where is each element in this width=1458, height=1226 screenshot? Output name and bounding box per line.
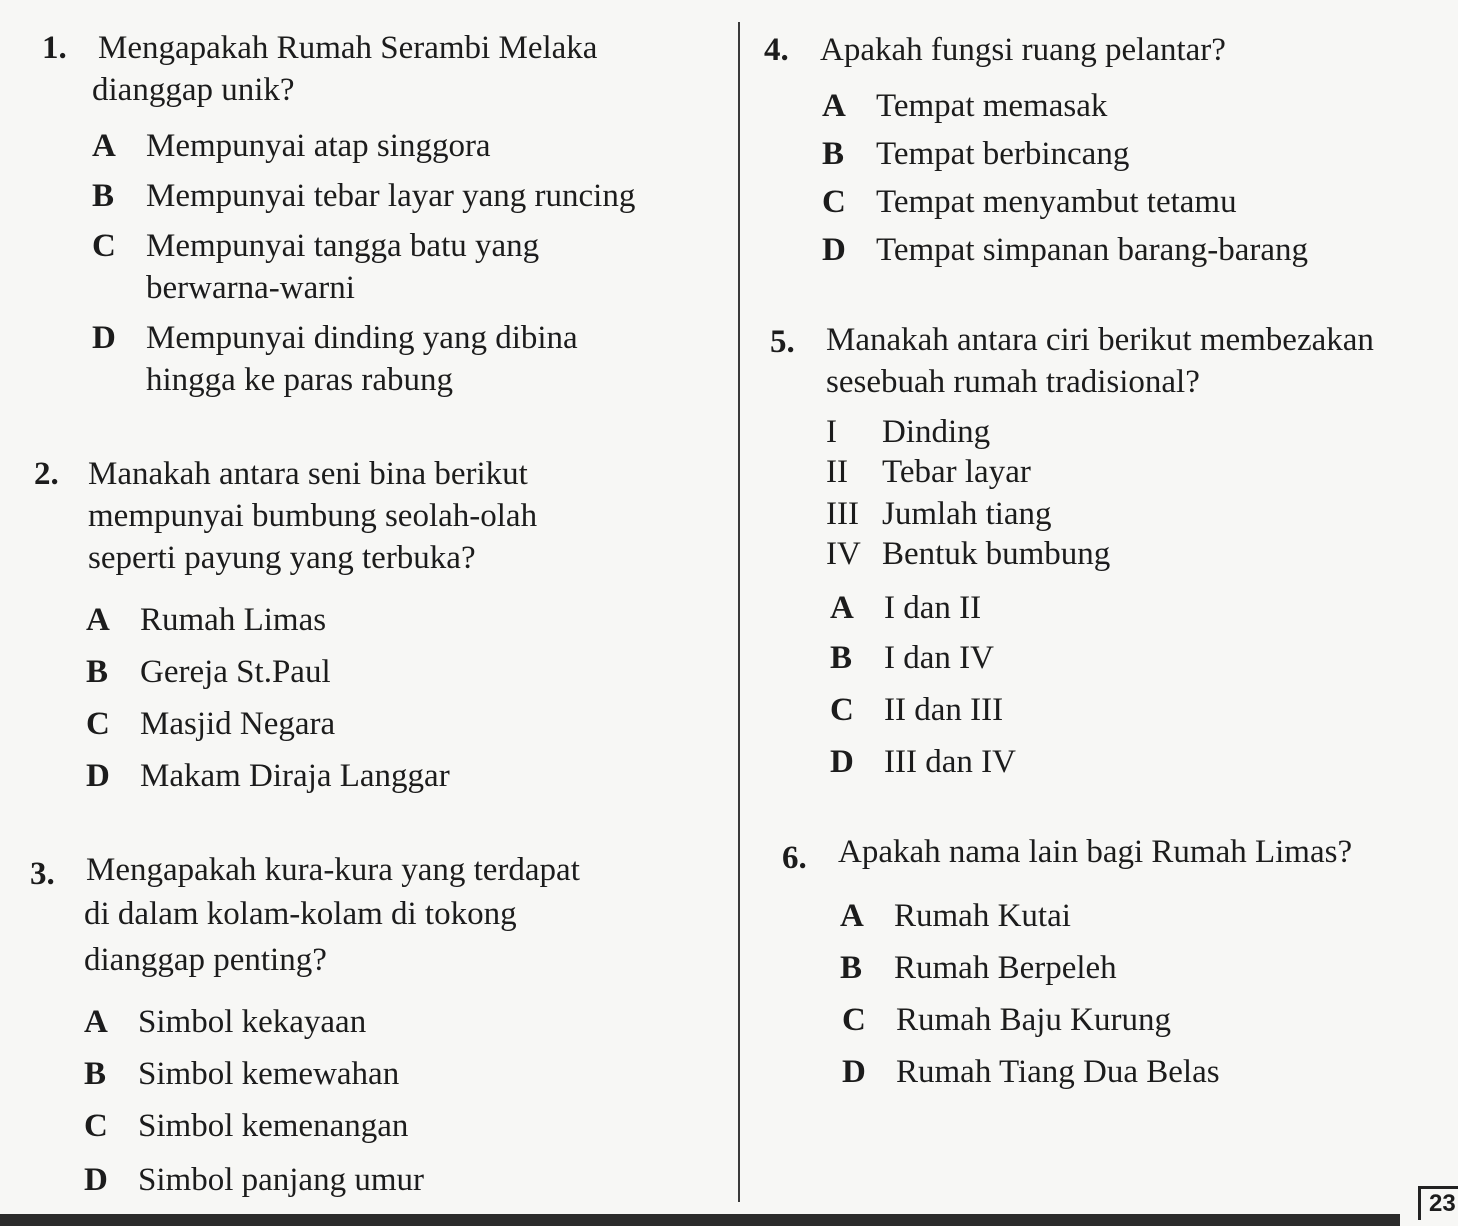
option-text: Rumah Kutai [894,898,1071,934]
option-text: Makam Diraja Langgar [140,758,450,794]
option-letter: C [86,706,110,742]
option-c[interactable] [822,184,1237,221]
option-d[interactable] [92,320,578,357]
statement-iii [826,496,1052,533]
option-text-continued: berwarna-warni [146,270,355,306]
option-text: Rumah Baju Kurung [896,1002,1171,1038]
option-text: Tempat menyambut tetamu [876,184,1237,220]
option-b[interactable] [86,654,331,691]
question-text: Manakah antara ciri berikut membezakan [826,322,1374,358]
option-c[interactable] [84,1108,408,1145]
option-c[interactable] [842,1002,1171,1039]
statement-iv [826,536,1110,573]
option-b[interactable] [840,950,1117,987]
statement-numeral: I [826,414,837,450]
statement-numeral: III [826,496,859,532]
option-text: Mempunyai dinding yang dibina [146,320,578,356]
statement-ii [826,454,1031,491]
question-text: dianggap unik? [92,72,295,108]
statement-i [826,414,990,451]
statement-text: Dinding [882,414,991,450]
column-divider [738,22,740,1202]
option-letter: D [92,320,116,356]
statement-numeral: IV [826,536,861,572]
option-letter: A [86,602,110,638]
option-c[interactable] [92,228,539,265]
option-letter: D [822,232,846,268]
option-a[interactable] [822,88,1107,125]
option-c[interactable] [830,692,1003,729]
option-letter: D [84,1162,108,1198]
option-b[interactable] [84,1056,399,1093]
option-letter: D [830,744,854,780]
option-text: II dan III [884,692,1004,728]
option-text: Simbol kemewahan [138,1056,400,1092]
option-text-continued: hingga ke paras rabung [146,362,453,398]
question-number: 6. [782,840,807,876]
option-d[interactable] [86,758,450,795]
option-b[interactable] [92,178,635,215]
option-letter: A [92,128,116,164]
option-text: Simbol kemenangan [138,1108,409,1144]
question-text: sesebuah rumah tradisional? [826,364,1200,400]
statement-numeral: II [826,454,848,490]
option-text: Rumah Limas [140,602,327,638]
option-d[interactable] [84,1162,424,1199]
option-letter: B [84,1056,107,1092]
question-text: di dalam kolam-kolam di tokong [84,896,517,932]
option-letter: C [822,184,846,220]
option-letter: B [92,178,115,214]
question-number: 3. [30,856,55,892]
option-letter: A [840,898,864,934]
option-letter: B [822,136,845,172]
option-letter: C [830,692,854,728]
option-letter: B [840,950,863,986]
question-number: 2. [34,456,59,492]
question-number: 1. [42,30,67,66]
question-text: mempunyai bumbung seolah-olah [88,498,538,534]
option-text: Tempat memasak [876,88,1108,124]
question-text: Mengapakah kura-kura yang terdapat [86,852,580,888]
option-text: Mempunyai tangga batu yang [146,228,540,264]
option-a[interactable] [840,898,1071,935]
option-text: Simbol panjang umur [138,1162,424,1198]
page-number: 23 [1418,1186,1458,1220]
question-text: Apakah fungsi ruang pelantar? [820,32,1226,68]
option-text: Gereja St.Paul [140,654,331,690]
option-text: I dan II [884,590,982,626]
question-number: 4. [764,32,789,68]
option-a[interactable] [86,602,326,639]
option-text: Mempunyai tebar layar yang runcing [146,178,636,214]
option-letter: A [84,1004,108,1040]
option-letter: D [842,1054,866,1090]
option-text: Tempat simpanan barang-barang [876,232,1309,268]
option-letter: A [822,88,846,124]
question-text: Mengapakah Rumah Serambi Melaka [98,30,598,66]
option-letter: B [830,640,853,676]
option-text: I dan IV [884,640,994,676]
statement-text: Jumlah tiang [882,496,1052,532]
option-a[interactable] [92,128,491,165]
question-text: Apakah nama lain bagi Rumah Limas? [838,834,1353,870]
option-letter: D [86,758,110,794]
page-bottom-edge [0,1214,1400,1226]
question-text: seperti payung yang terbuka? [88,540,476,576]
option-d[interactable] [822,232,1308,269]
option-text: Tempat berbincang [876,136,1130,172]
statement-text: Bentuk bumbung [882,536,1111,572]
statement-text: Tebar layar [882,454,1031,490]
option-letter: C [842,1002,866,1038]
question-number: 5. [770,324,795,360]
option-text: Simbol kekayaan [138,1004,367,1040]
option-letter: C [84,1108,108,1144]
option-a[interactable] [84,1004,366,1041]
option-text: Rumah Berpeleh [894,950,1117,986]
option-b[interactable] [822,136,1129,173]
option-letter: C [92,228,116,264]
question-text: Manakah antara seni bina berikut [88,456,528,492]
option-letter: B [86,654,109,690]
option-text: Masjid Negara [140,706,336,742]
question-text: dianggap penting? [84,942,327,978]
option-text: Rumah Tiang Dua Belas [896,1054,1220,1090]
option-a[interactable] [830,590,981,627]
option-d[interactable] [830,744,1016,781]
option-c[interactable] [86,706,335,743]
option-text: Mempunyai atap singgora [146,128,491,164]
option-d[interactable] [842,1054,1220,1091]
option-text: III dan IV [884,744,1016,780]
option-b[interactable] [830,640,994,677]
option-letter: A [830,590,854,626]
